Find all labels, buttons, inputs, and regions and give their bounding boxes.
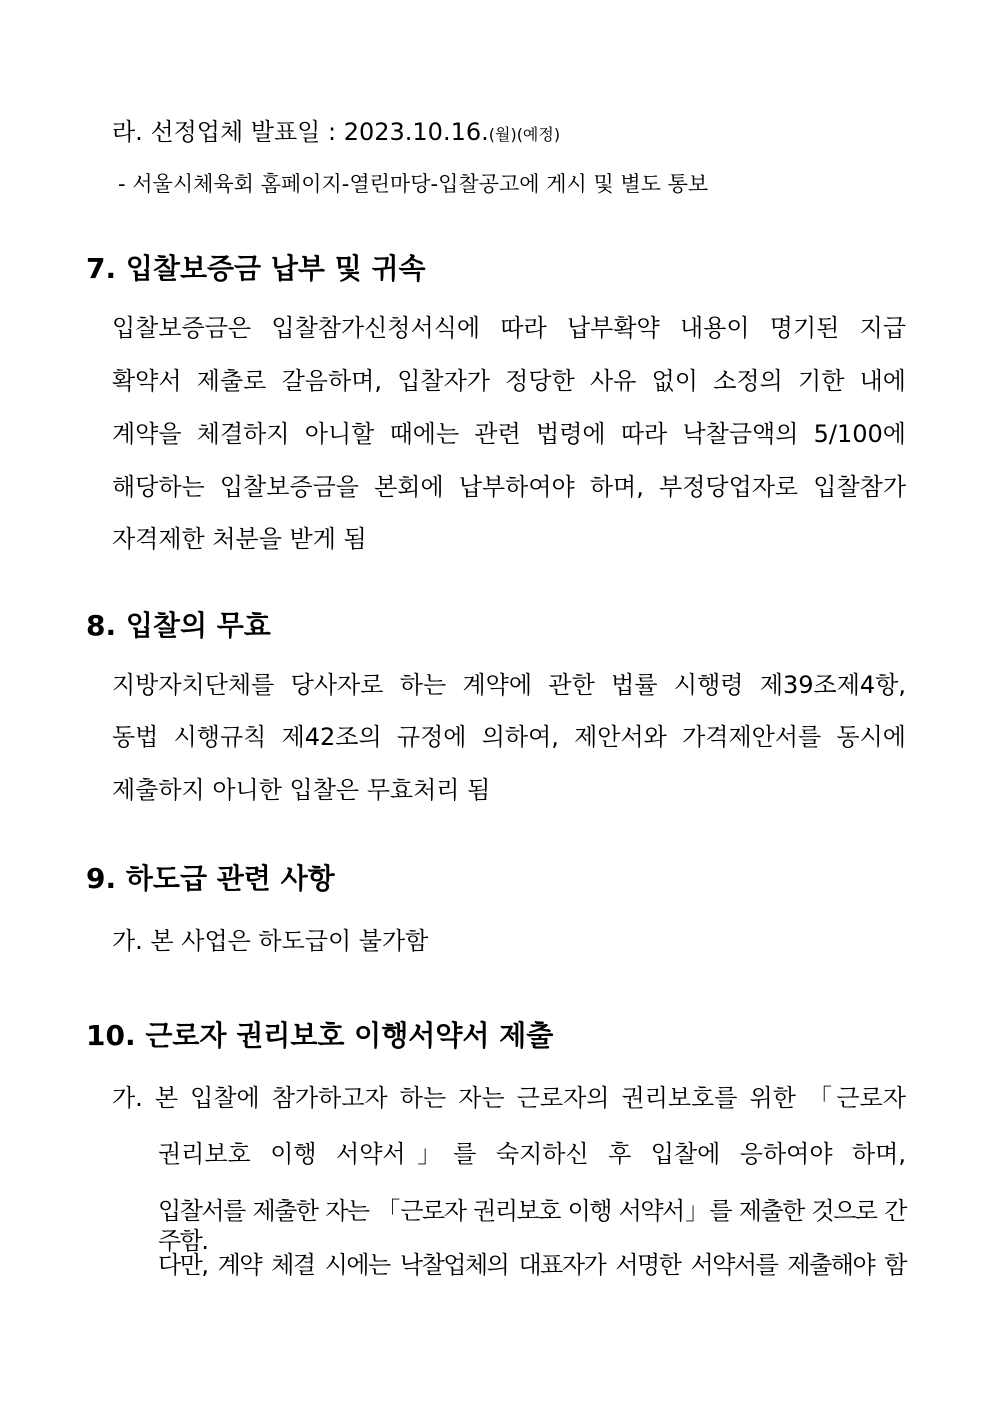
section-8-paragraph-line-3: 제출하지 아니한 입찰은 무효처리 됨 (112, 776, 491, 804)
section-7-paragraph-line-4: 해당하는 입찰보증금을 본회에 납부하여야 하며, 부정당업자로 입찰참가 (112, 473, 906, 501)
section-10-heading: 10. 근로자 권리보호 이행서약서 제출 (86, 1019, 554, 1052)
section-7-paragraph-line-2: 확약서 제출로 갈음하며, 입찰자가 정당한 사유 없이 소정의 기한 내에 (112, 367, 906, 395)
section-10-item-line-3: 입찰서를 제출한 자는 「근로자 권리보호 이행 서약서」를 제출한 것으로 간주함. (158, 1197, 906, 1255)
section-7-heading: 7. 입찰보증금 납부 및 귀속 (86, 252, 426, 285)
section-8-heading: 8. 입찰의 무효 (86, 609, 271, 642)
announcement-channel-note: - 서울시체육회 홈페이지-열린마당-입찰공고에 게시 및 별도 통보 (118, 172, 709, 196)
section-7-paragraph-line-5: 자격제한 처분을 받게 됨 (112, 525, 367, 553)
section-10-item-line-1: 가. 본 입찰에 참가하고자 하는 자는 근로자의 권리보호를 위한 「근로자 (112, 1084, 906, 1112)
section-7-paragraph-line-1: 입찰보증금은 입찰참가신청서식에 따라 납부확약 내용이 명기된 지급 (112, 314, 906, 342)
announcement-date-line (112, 117, 560, 150)
section-10-item-line-2: 권리보호 이행 서약서」를 숙지하신 후 입찰에 응하여야 하며, (158, 1140, 906, 1168)
section-7-paragraph-line-3: 계약을 체결하지 아니할 때에는 관련 법령에 따라 낙찰금액의 5/100에 (112, 420, 906, 448)
section-9-item: 가. 본 사업은 하도급이 불가함 (112, 927, 429, 955)
section-9-heading: 9. 하도급 관련 사항 (86, 862, 335, 895)
announcement-date-note: (월)(예정) (488, 125, 561, 144)
section-8-paragraph-line-1: 지방자치단체를 당사자로 하는 계약에 관한 법률 시행령 제39조제4항, (112, 671, 906, 699)
section-8-paragraph-line-2: 동법 시행규칙 제42조의 규정에 의하여, 제안서와 가격제안서를 동시에 (112, 723, 906, 751)
announcement-date-text: 라. 선정업체 발표일 : 2023.10.16. (112, 118, 489, 146)
section-10-item-line-4: 다만, 계약 체결 시에는 낙찰업체의 대표자가 서명한 서약서를 제출해야 함 (158, 1251, 906, 1279)
